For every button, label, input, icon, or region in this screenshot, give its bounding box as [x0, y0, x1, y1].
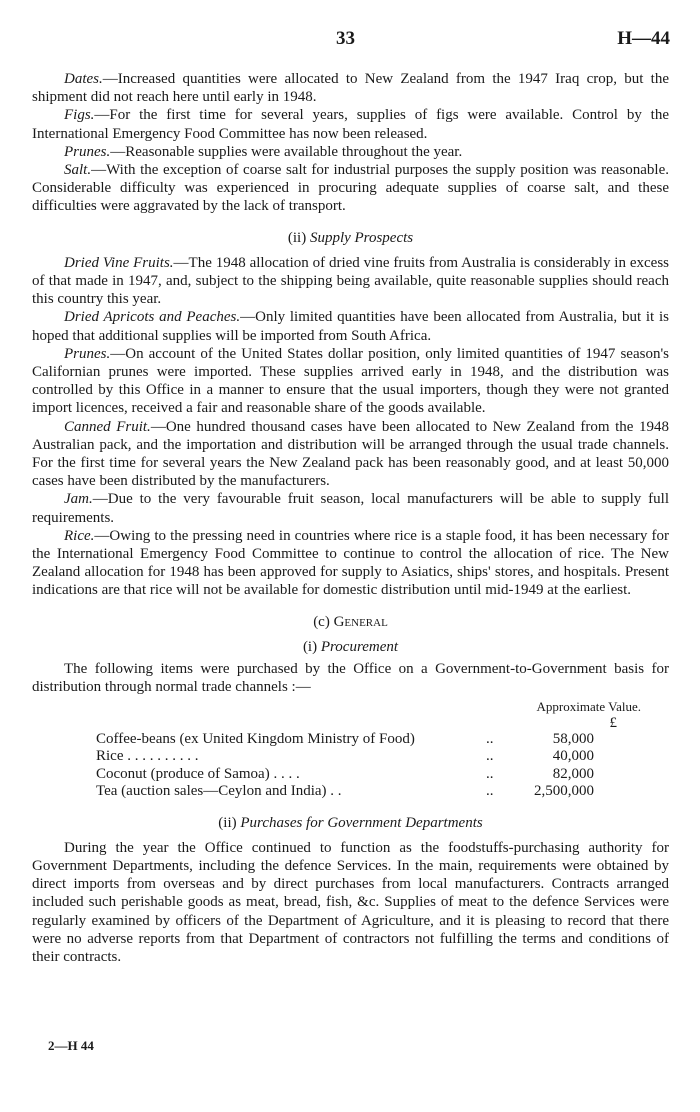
paragraph-purchases: During the year the Office continued to function as the foodstuffs-purchasing authority for Government Departments, including the defence Services. In the main, requirements were obtained by direct imports from overseas and by direct purchases from local manufacturers. Contracts arranged included such perishable goods as meat, bread, fish, &c. Supplies of meat to the defence Services were regularly examined by officers of the Department of Agriculture, and it is pleasing to record that there were no adverse reports from that Department of contractors not fulfilling the terms and conditions of their contracts.	[32, 839, 669, 965]
heading-number: (i)	[302, 638, 321, 655]
heading-number: (ii)	[218, 814, 241, 831]
paragraph-text: —Owing to the pressing need in countries where rice is a staple food, it has been necessary for the International Emergency Food Committee to continue to control the allocation of rice. The New Zealand allocation for 1948 has been approved for supply to Asiatics, ships' stores, and hospitals. Present indications are that rice will not be available for domestic distribution until mid-1949 at the earliest.	[32, 527, 669, 599]
section-heading-purchases	[32, 814, 669, 832]
section-heading-general	[32, 613, 669, 631]
currency-unit: £	[609, 714, 617, 731]
leader-dots: ..	[486, 765, 494, 782]
procurement-table	[96, 731, 594, 801]
item-value: 58,000	[552, 730, 594, 747]
paragraph-text: —Increased quantities were allocated to New Zealand from the 1947 Iraq crop, but the shipment did not reach here until early in 1948.	[32, 71, 669, 106]
leader-dots: ..	[486, 748, 494, 764]
paragraph-dried-apricots	[32, 308, 669, 344]
heading-title: Procurement	[320, 638, 399, 655]
table-row	[96, 783, 594, 801]
paragraph-text: —Reasonable supplies were available throughout the year.	[110, 143, 463, 160]
paragraph-salt	[32, 161, 669, 216]
paragraph-text: —The 1948 allocation of dried vine fruits from Australia is considerably in excess of that made in 1947, and, subject to the shipping being available, quite reasonable supplies should reach this country this year.	[32, 254, 669, 308]
lead-in: Dried Apricots and Peaches.	[64, 309, 241, 326]
lead-in: Canned Fruit.	[64, 418, 151, 435]
item-name: Coconut (produce of Samoa) . . . .	[96, 765, 300, 782]
paragraph-prunes-prospects	[32, 345, 669, 418]
item-value: 2,500,000	[534, 783, 594, 799]
footer-signature: 2—H 44	[48, 1038, 94, 1053]
paragraph-prunes	[32, 143, 669, 161]
heading-number: (ii)	[287, 229, 310, 246]
document-code: H—44	[617, 28, 670, 49]
table-column-header: Approximate Value.	[536, 698, 641, 714]
lead-in: Dried Vine Fruits.	[64, 254, 174, 271]
item-name: Rice . . . . . . . . . .	[96, 748, 199, 764]
paragraph-dates	[32, 70, 669, 106]
table-row	[96, 766, 594, 784]
paragraph-text: —On account of the United States dollar position, only limited quantities of 1947 season's Californian prunes were imported. These supplies arrived early in 1948, and the distribution was controlled by this Office in a manner to ensure that the usual importers, though they were not granted import licences, received a fair and reasonable share of the goods available.	[32, 345, 669, 417]
paragraph-rice	[32, 527, 669, 600]
heading-number: (c)	[313, 613, 334, 630]
section-heading-supply-prospects	[32, 229, 669, 247]
lead-in: Figs.	[64, 107, 95, 124]
lead-in: Rice.	[64, 527, 95, 544]
paragraph-figs	[32, 106, 669, 142]
page-number: 33	[336, 28, 355, 49]
page-body	[32, 70, 669, 966]
paragraph-canned-fruit	[32, 418, 669, 491]
paragraph-text: —Due to the very favourable fruit season, local manufacturers will be able to supply full requirements.	[32, 491, 669, 526]
item-name: Tea (auction sales—Ceylon and India) . .	[96, 783, 342, 799]
table-row	[96, 748, 594, 766]
heading-title: Purchases for Government Departments	[240, 814, 483, 831]
heading-title: General	[333, 613, 388, 630]
leader-dots: ..	[486, 783, 494, 799]
item-name: Coffee-beans (ex United Kingdom Ministry of Food)	[96, 730, 415, 747]
paragraph-text: —With the exception of coarse salt for industrial purposes the supply position was reasonable. Considerable difficulty was experienced in procuring adequate supplies of coarse salt, and these difficulties were aggravated by the lack of transport.	[32, 162, 669, 215]
item-value: 40,000	[552, 748, 594, 764]
paragraph-text: —For the first time for several years, supplies of figs were available. Control by the International Emergency Food Committee has now been released.	[32, 107, 669, 142]
lead-in: Dates.	[64, 71, 103, 87]
heading-title: Supply Prospects	[309, 229, 414, 246]
section-heading-procurement	[32, 638, 669, 656]
table-row	[96, 731, 594, 749]
paragraph-text: —Only limited quantities have been allocated from Australia, but it is hoped that additional supplies will be imported from South Africa.	[32, 309, 670, 344]
paragraph-dried-vine-fruits	[32, 254, 669, 309]
lead-in: Prunes.	[64, 345, 111, 362]
paragraph-jam	[32, 490, 669, 526]
lead-in: Salt.	[64, 162, 92, 179]
item-value: 82,000	[552, 765, 594, 782]
leader-dots: ..	[486, 730, 494, 747]
lead-in: Jam.	[64, 491, 93, 508]
lead-in: Prunes.	[64, 143, 111, 160]
paragraph-procurement-intro: The following items were purchased by the Office on a Government-to-Government basis for distribution through normal trade channels :—	[32, 661, 669, 696]
paragraph-text: —One hundred thousand cases have been allocated to New Zealand from the 1948 Australian pack, and the importation and distribution will be arranged through the usual trade channels. For the first time for several years the New Zealand pack has been reasonably good, and at least 50,000 cases have been distributed by the manufacturers.	[32, 418, 669, 490]
